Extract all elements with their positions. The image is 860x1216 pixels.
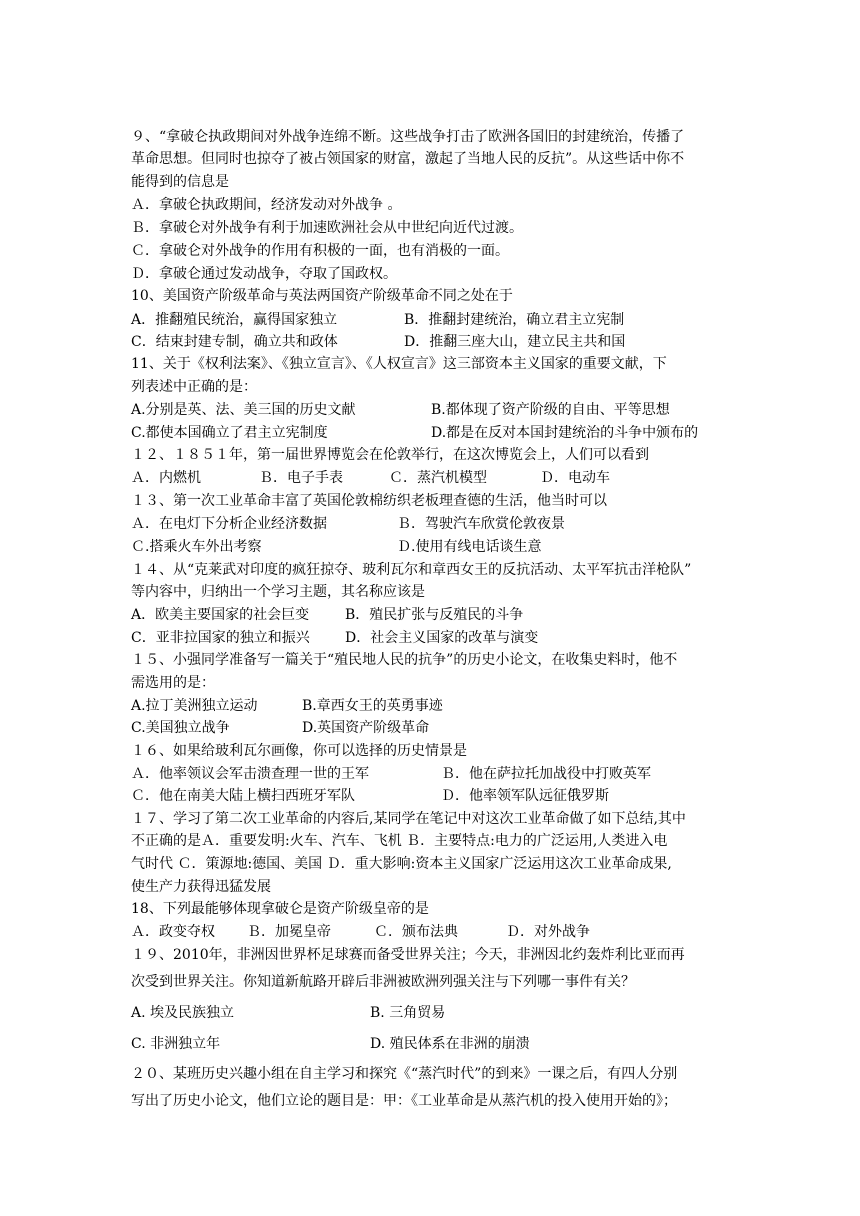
q12-stem: １２、１８５１年，第一届世界博览会在伦敦举行，在这次博览会上，人们可以看到	[131, 447, 649, 463]
q14-stem-line1: １４、从“克莱武对印度的疯狂掠夺、玻利瓦尔和章西女王的反抗活动、太平军抗击洋枪队”	[131, 562, 692, 578]
q18-option-d: Ｄ．对外战争	[506, 924, 590, 940]
q15-option-b: B.章西女王的英勇事迹	[302, 698, 443, 714]
q19-option-d: D. 殖民体系在非洲的崩溃	[370, 1036, 530, 1052]
q11-option-a: A.分别是英、法、美三国的历史文献	[131, 402, 356, 418]
q10-stem: 10、美国资产阶级革命与英法两国资产阶级革命不同之处在于	[131, 288, 513, 304]
q14-stem-line2: 等内容中，归纳出一个学习主题，其名称应该是	[131, 584, 425, 600]
q10-option-d: D．推翻三座大山，建立民主共和国	[404, 334, 626, 350]
q20-line2: 写出了历史小论文，他们立论的题目是：甲：《工业革命是从蒸汽机的投入使用开始的》；	[131, 1093, 677, 1109]
q11-stem-line2: 列表述中正确的是：	[131, 379, 257, 395]
q9-option-a: Ａ．拿破仑执政期间，经济发动对外战争 。	[131, 197, 402, 213]
q10-option-a: A．推翻殖民统治，赢得国家独立	[131, 312, 338, 328]
q13-stem: １３、第一次工业革命丰富了英国伦敦棉纺织老板理查德的生活，他当时可以	[131, 493, 607, 509]
q12-option-b: Ｂ．电子手表	[259, 470, 343, 486]
q9-option-c: Ｃ．拿破仑对外战争的作用有积极的一面，也有消极的一面。	[131, 243, 509, 259]
q9-stem-line1: ９、“拿破仑执政期间对外战争连绵不断。这些战争打击了欧洲各国旧的封建统治，传播了	[131, 129, 685, 145]
q14-option-b: B．殖民扩张与反殖民的斗争	[345, 607, 524, 623]
q10-option-c: C．结束封建专制，确立共和政体	[131, 334, 338, 350]
q10-option-b: B．推翻封建统治，确立君主立宪制	[404, 312, 625, 328]
q19-option-b: B. 三角贸易	[370, 1005, 446, 1021]
q11-stem-line1: 11、关于《权利法案》、《独立宣言》、《人权宣言》这三部资本主义国家的重要文献，下	[131, 356, 667, 372]
q9-stem-line2: 革命思想。但同时也掠夺了被占领国家的财富，激起了当地人民的反抗”。从这些话中你不	[131, 151, 685, 167]
q11-option-d: D.都是在反对本国封建统治的斗争中颁布的	[431, 425, 699, 441]
q12-option-a: Ａ．内燃机	[131, 470, 201, 486]
q13-option-d: Ｄ.使用有线电话谈生意	[397, 539, 542, 555]
q15-stem-line2: 需选用的是：	[131, 675, 215, 691]
q16-option-b: Ｂ．他在萨拉托加战役中打败英军	[441, 766, 651, 782]
q14-option-a: A．欧美主要国家的社会巨变	[131, 607, 310, 623]
q12-option-c: Ｃ．蒸汽机模型	[389, 470, 487, 486]
q13-option-a: Ａ．在电灯下分析企业经济数据	[131, 516, 327, 532]
q12-option-d: Ｄ．电动车	[540, 470, 610, 486]
q11-option-c: C.都使本国确立了君主立宪制度	[131, 425, 328, 441]
q13-option-b: Ｂ．驾驶汽车欣赏伦敦夜景	[397, 516, 565, 532]
q16-stem: １６、如果给玻利瓦尔画像，你可以选择的历史情景是	[131, 743, 467, 759]
q16-option-c: Ｃ．他在南美大陆上横扫西班牙军队	[131, 788, 355, 804]
q9-stem-line3: 能得到的信息是	[131, 174, 229, 190]
q16-option-a: Ａ．他率领议会军击溃查理一世的王军	[131, 766, 369, 782]
q17-line1: １７、学习了第二次工业革命的内容后,某同学在笔记中对这次工业革命做了如下总结,其中	[131, 811, 686, 827]
q19-option-c: C. 非洲独立年	[131, 1036, 221, 1052]
q17-line4: 使生产力获得迅猛发展	[131, 879, 271, 895]
q15-option-a: A.拉丁美洲独立运动	[131, 698, 258, 714]
q19-stem-line2: 次受到世界关注。你知道新航路开辟后非洲被欧洲列强关注与下列哪一事件有关？	[131, 974, 635, 990]
q18-stem: 18、下列最能够体现拿破仑是资产阶级皇帝的是	[131, 901, 429, 917]
q14-option-c: C．亚非拉国家的独立和振兴	[131, 630, 310, 646]
q17-line2: 不正确的是Ａ．重要发明:火车、汽车、飞机 Ｂ．主要特点:电力的广泛运用,人类进入电	[131, 833, 668, 849]
q9-option-b: Ｂ．拿破仑对外战争有利于加速欧洲社会从中世纪向近代过渡。	[131, 220, 523, 236]
q19-stem-line1: １９、2010年，非洲因世界杯足球赛而备受世界关注；今天，非洲因北约轰炸利比亚而再	[131, 947, 685, 963]
q20-line1: ２０、某班历史兴趣小组在自主学习和探究《“蒸汽时代”的到来》一课之后，有四人分别	[131, 1066, 678, 1082]
q19-option-a: A. 埃及民族独立	[131, 1005, 235, 1021]
q14-option-d: D．社会主义国家的改革与演变	[345, 630, 539, 646]
q13-option-c: Ｃ.搭乘火车外出考察	[131, 539, 262, 555]
q15-stem-line1: １５、小强同学准备写一篇关于“殖民地人民的抗争”的历史小论文，在收集史料时，他不	[131, 652, 678, 668]
q15-option-c: C.美国独立战争	[131, 720, 230, 736]
q18-option-b: Ｂ．加冕皇帝	[247, 924, 331, 940]
q9-option-d: Ｄ．拿破仑通过发动战争，夺取了国政权。	[131, 266, 397, 282]
q11-option-b: B.都体现了资产阶级的自由、平等思想	[431, 402, 670, 418]
q15-option-d: D.英国资产阶级革命	[302, 720, 430, 736]
q18-option-a: Ａ．政变夺权	[131, 924, 215, 940]
q17-line3: 气时代 Ｃ．策源地:德国、美国 Ｄ．重大影响:资本主义国家广泛运用这次工业革命成果,	[131, 856, 672, 872]
q18-option-c: Ｃ．颁布法典	[374, 924, 458, 940]
q16-option-d: Ｄ．他率领军队远征俄罗斯	[441, 788, 609, 804]
